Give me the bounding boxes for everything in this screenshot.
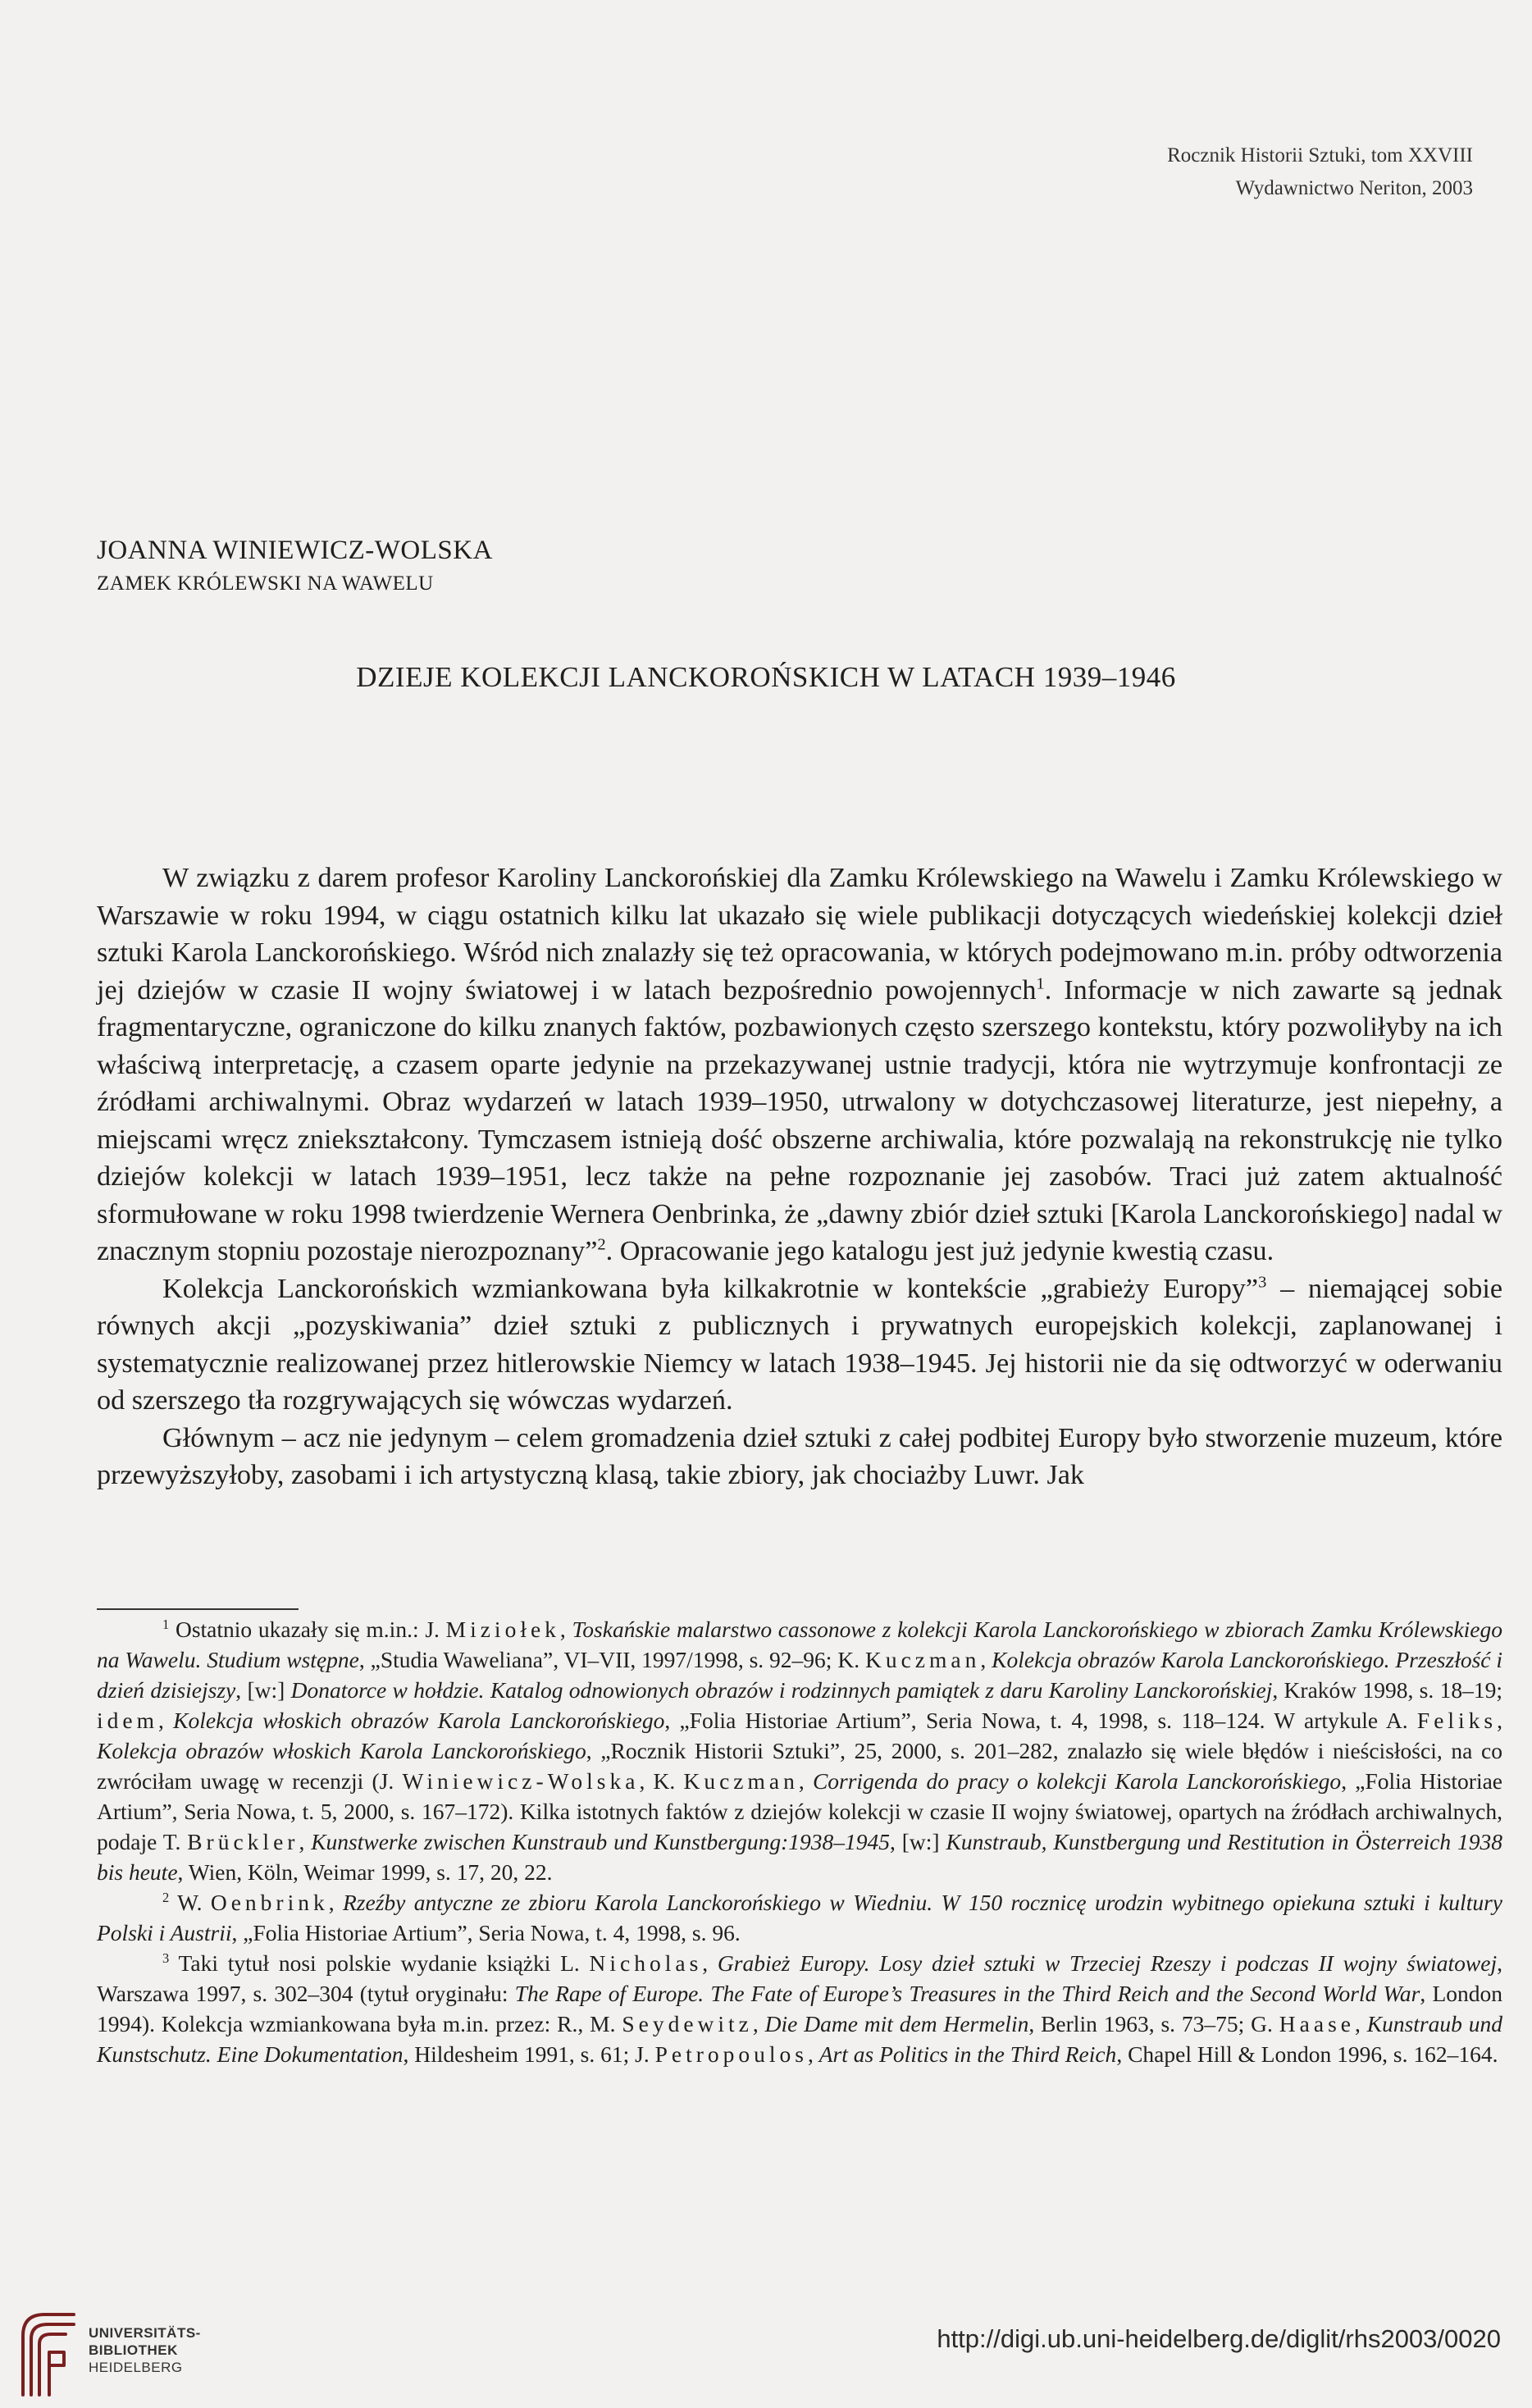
footnote-divider (97, 1608, 299, 1610)
library-name-line-3: HEIDELBERG (89, 2360, 183, 2375)
library-name-line-1: UNIVERSITÄTS- (89, 2325, 201, 2341)
footnote-2: $^2$ W. Oenbrink, Rzeźby antyczne ze zbioru Karola Lanckorońskiego w Wiedniu. W 150 rocznicę urodzin wybitnego opiekuna sztuki i kultury Polski i Austrii, „Folia Historiae Artium”, Seria Nowa, t. 4, 1998, s. 96. (97, 1889, 1502, 1945)
footnote-ref-1[interactable]: 1 (1036, 974, 1045, 993)
library-name-line-2: BIBLIOTHEK (89, 2342, 178, 2358)
heidelberg-library-logo-icon (16, 2303, 82, 2398)
library-name (89, 2324, 201, 2376)
paragraph-3: Głównym – acz nie jedynym – celem gromadzenia dzieł sztuki z całej podbitej Europy było stworzenie muzeum, które przewyższyłoby, zasobami i ich artystyczną klasą, takie zbiory, jak chociażby Luwr. Jak (97, 1422, 1502, 1490)
author-affiliation: ZAMEK KRÓLEWSKI NA WAWELU (97, 572, 434, 595)
publisher-line: Wydawnictwo Neriton, 2003 (1235, 177, 1473, 199)
author-block (97, 531, 493, 599)
article-body (97, 860, 1502, 1494)
footnote-1: $^1$ Ostatnio ukazały się m.in.: J. Miziołek, Toskańskie malarstwo cassonowe z kolekcji Karola Lanckorońskiego w zbiorach Zamku Królewskiego na Wawelu. Studium wstępne, „Studia Waweliana”, VI–VII, 1997/1998, s. 92–96; K. Kuczman, Kolekcja obrazów Karola Lanckorońskiego. Przeszłość i dzień dzisiejszy, [w:] Donatorce w hołdzie. Katalog odnowionych obrazów i rodzinnych pamiątek z daru Karoliny Lanckorońskiej, Kraków 1998, s. 18–19; idem, Kolekcja włoskich obrazów Karola Lanckorońskiego, „Folia Historiae Artium”, Seria Nowa, t. 4, 1998, s. 118–124. W artykule A. Feliks, Kolekcja obrazów włoskich Karola Lanckorońskiego, „Rocznik Historii Sztuki”, 25, 2000, s. 201–282, znalazło się wiele błędów i nieścisłości, na co zwróciłam uwagę w recenzji (J. Winiewicz-Wolska, K. Kuczman, Corrigenda do pracy o kolekcji Karola Lanckorońskiego, „Folia Historiae Artium”, Seria Nowa, t. 5, 2000, s. 167–172). Kilka istotnych faktów z dziejów kolekcji w czasie II wojny światowej, opartych na źródłach archiwalnych, podaje T. Brückler, Kunstwerke zwischen Kunstraub und Kunstbergung:1938–1945, [w:] Kunstraub, Kunstbergung und Restitution in Österreich 1938 bis heute, Wien, Köln, Weimar 1999, s. 17, 20, 22. (97, 1616, 1503, 1885)
source-url-link[interactable]: http://digi.ub.uni-heidelberg.de/diglit/rhs2003/0020 (937, 2324, 1501, 2353)
paragraph-2: Kolekcja Lanckorońskich wzmiankowana była kilkakrotnie w kontekście „grabieży Europy”$^3$ – niemającej sobie równych akcji „pozyskiwania” dzieł sztuki z publicznych i prywatnych europejskich kolekcji, zaplanowanej i systematycznie realizowanej przez hitlerowskie Niemcy w latach 1938–1945. Jej historii nie da się odtworzyć w oderwaniu od szerszego tła rozgrywających się wówczas wydarzeń. (97, 1273, 1503, 1416)
article-title: DZIEJE KOLEKCJI LANCKOROŃSKICH W LATACH 1939–1946 (356, 661, 1176, 693)
footnote-3: $^3$ Taki tytuł nosi polskie wydanie książki L. Nicholas, Grabież Europy. Losy dzieł sztuki w Trzeciej Rzeszy i podczas II wojny światowej, Warszawa 1997, s. 302–304 (tytuł oryginału: The Rape of Europe. The Fate of Europe’s Treasures in the Third Reich and the Second World War, London 1994). Kolekcja wzmiankowana była m.in. przez: R., M. Seydewitz, Die Dame mit dem Hermelin, Berlin 1963, s. 73–75; G. Haase, Kunstraub und Kunstschutz. Eine Dokumentation, Hildesheim 1991, s. 61; J. Petropoulos, Art as Politics in the Third Reich, Chapel Hill & London 1996, s. 162–164. (97, 1950, 1502, 2067)
footnote-ref-3[interactable]: 3 (1258, 1273, 1267, 1292)
author-name: JOANNA WINIEWICZ-WOLSKA (97, 536, 493, 565)
footnote-ref-2[interactable]: 2 (597, 1235, 606, 1254)
footnotes (97, 1614, 1502, 2069)
journal-title: Rocznik Historii Sztuki, tom XXVIII (1167, 144, 1473, 166)
paragraph-1: W związku z darem profesor Karoliny Lanckorońskiej dla Zamku Królewskiego na Wawelu i Zamku Królewskiego w Warszawie w roku 1994, w ciągu ostatnich kilku lat ukazało się wiele publikacji dotyczących wiedeńskiej kolekcji dzieł sztuki Karola Lanckorońskiego. Wśród nich znalazły się też opracowania, w których podejmowano m.in. próby odtworzenia jej dziejów w czasie II wojny światowej i w latach bezpośrednio powojennych$^1$. Informacje w nich zawarte są jednak fragmentaryczne, ograniczone do kilku znanych faktów, pozbawionych często szerszego kontekstu, który pozwoliłyby na ich właściwą interpretację, a czasem oparte jedynie na przekazywanej ustnie tradycji, która nie wytrzymuje konfrontacji ze źródłami archiwalnymi. Obraz wydarzeń w latach 1939–1950, utrwalony w dotychczasowej literaturze, jest niepełny, a miejscami wręcz zniekształcony. Tymczasem istnieją dość obszerne archiwalia, które pozwalają na rekonstrukcję nie tylko dziejów kolekcji w latach 1939–1951, lecz także na pełne rozpoznanie jej zasobów. Traci już zatem aktualność sformułowane w roku 1998 twierdzenie Wernera Oenbrinka, że „dawny zbiór dzieł sztuki [Karola Lanckorońskiego] nadal w znacznym stopniu pozostaje nierozpoznany”$^2$. Opracowanie jego katalogu jest już jedynie kwestią czasu. (97, 863, 1502, 1266)
journal-header (1167, 139, 1473, 205)
